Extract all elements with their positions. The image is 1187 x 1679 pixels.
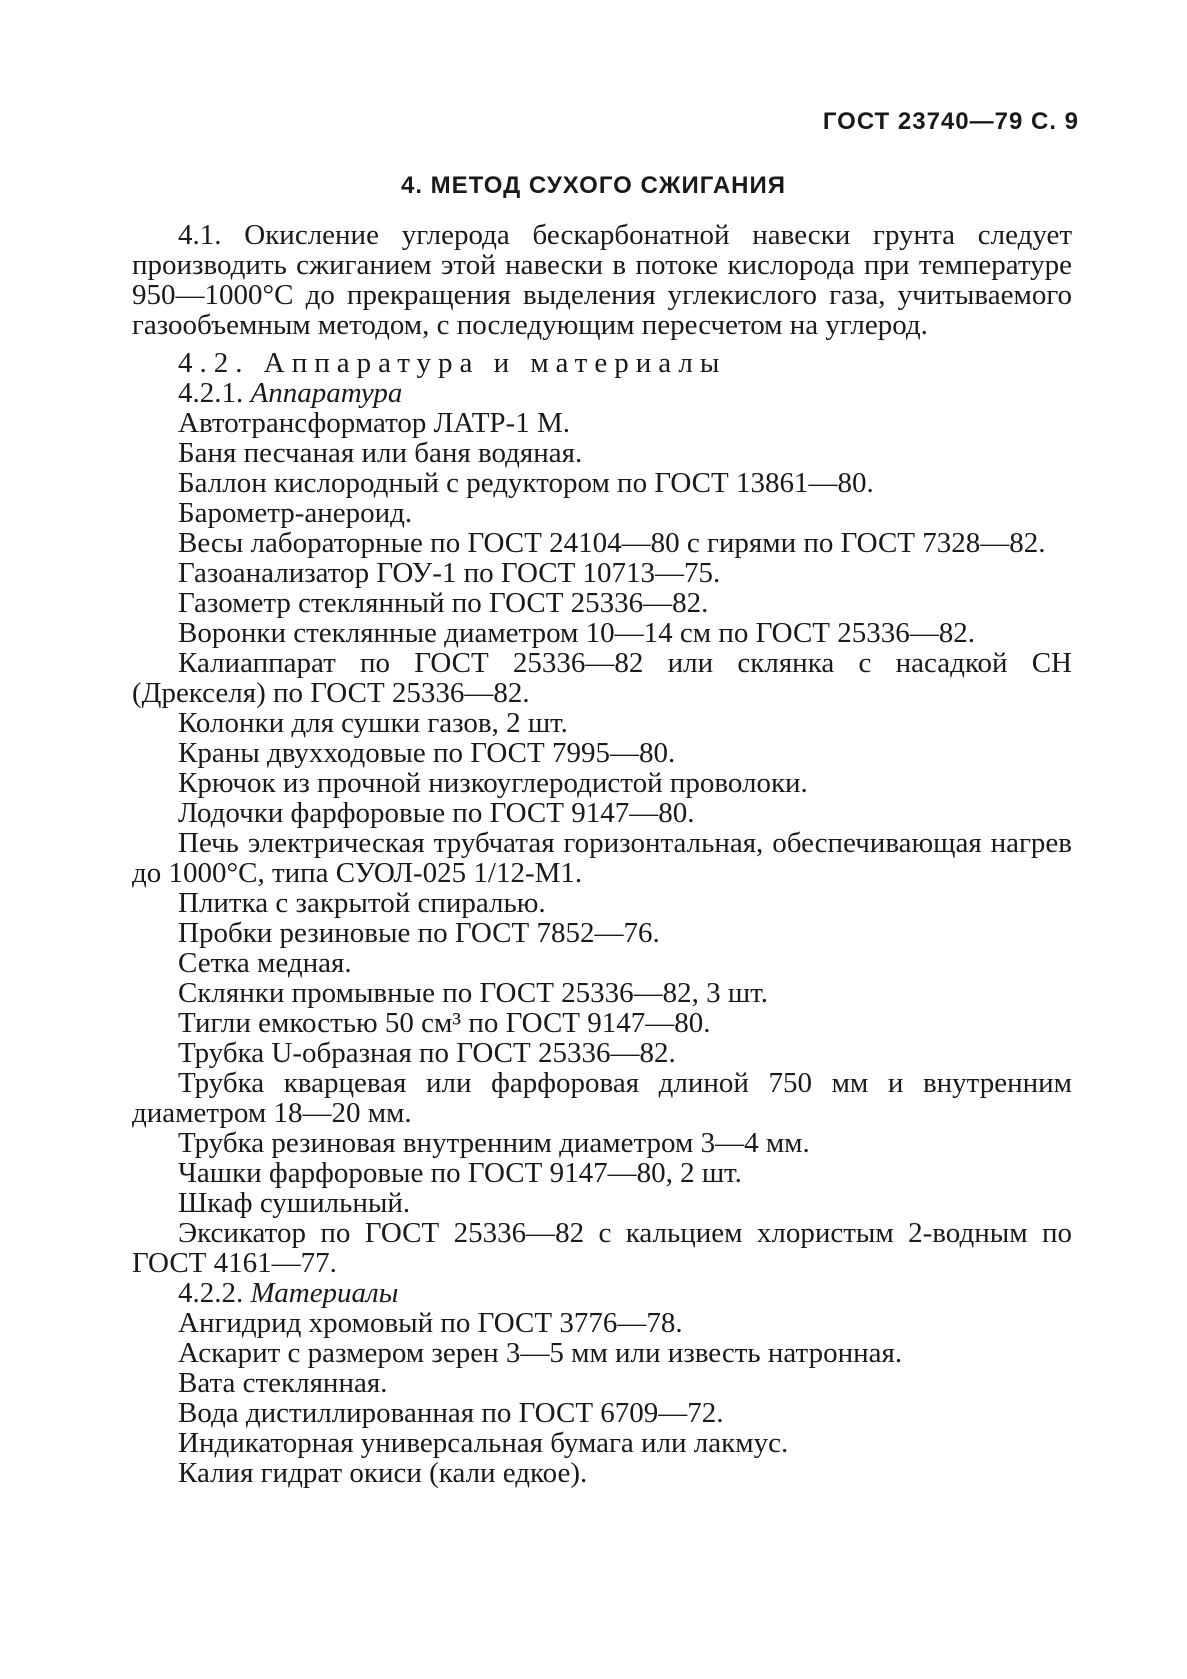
paragraph-4-1: 4.1. Окисление углерода бескарбонатной навески грунта следует производить сжиганием этой навески в потоке кислорода при температуре 950—1000°С до прекращения выделения углекислого газа, учитываемого газообъемным методом, с последующим пересчетом на углерод. xyxy=(132,219,1072,341)
apparatus-item: Автотрансформатор ЛАТР-1 М. xyxy=(178,407,570,439)
apparatus-item: Трубка кварцевая или фарфоровая длиной 750 мм и внутренним диаметром 18—20 мм. xyxy=(132,1067,1072,1129)
section-title: 4. МЕТОД СУХОГО СЖИГАНИЯ xyxy=(400,172,787,199)
apparatus-item: Пробки резиновые по ГОСТ 7852—76. xyxy=(178,917,660,949)
heading-4-2-1 xyxy=(132,378,1072,408)
heading-4-2-1-title: Аппаратура xyxy=(250,377,403,409)
apparatus-item: Лодочки фарфоровые по ГОСТ 9147—80. xyxy=(178,797,695,829)
apparatus-item: Краны двухходовые по ГОСТ 7995—80. xyxy=(178,737,676,769)
apparatus-item: Газоанализатор ГОУ-1 по ГОСТ 10713—75. xyxy=(178,557,721,589)
apparatus-item: Трубка резиновая внутренним диаметром 3—4 мм. xyxy=(178,1127,810,1159)
apparatus-item: Весы лабораторные по ГОСТ 24104—80 с гирями по ГОСТ 7328—82. xyxy=(178,527,1046,559)
apparatus-item: Печь электрическая трубчатая горизонтальная, обеспечивающая нагрев до 1000°С, типа СУОЛ-025 1/12-М1. xyxy=(132,827,1072,889)
heading-4-2-2-title: Материалы xyxy=(250,1277,399,1309)
materials-item: Индикаторная универсальная бумага или лакмус. xyxy=(178,1427,789,1459)
heading-4-2-2 xyxy=(132,1278,1072,1308)
apparatus-item: Крючок из прочной низкоуглеродистой проволоки. xyxy=(178,767,808,799)
body-text xyxy=(132,220,1072,1488)
apparatus-item: Тигли емкостью 50 см³ по ГОСТ 9147—80. xyxy=(178,1007,711,1039)
materials-item: Калия гидрат окиси (кали едкое). xyxy=(178,1457,588,1489)
heading-4-2-2-number: 4.2.2. xyxy=(178,1277,244,1309)
materials-item: Вода дистиллированная по ГОСТ 6709—72. xyxy=(178,1397,724,1429)
apparatus-item: Сетка медная. xyxy=(178,947,352,979)
apparatus-item: Колонки для сушки газов, 2 шт. xyxy=(178,707,568,739)
apparatus-item: Баллон кислородный с редуктором по ГОСТ 13861—80. xyxy=(178,467,874,499)
apparatus-item: Шкаф сушильный. xyxy=(178,1187,411,1219)
apparatus-item: Трубка U-образная по ГОСТ 25336—82. xyxy=(178,1037,676,1069)
apparatus-item: Газометр стеклянный по ГОСТ 25336—82. xyxy=(178,587,709,619)
apparatus-item: Барометр-анероид. xyxy=(178,497,413,529)
materials-item: Аскарит с размером зерен 3—5 мм или известь натронная. xyxy=(178,1337,903,1369)
materials-item: Вата стеклянная. xyxy=(178,1367,388,1399)
apparatus-item: Воронки стеклянные диаметром 10—14 см по ГОСТ 25336—82. xyxy=(178,617,976,649)
apparatus-item: Баня песчаная или баня водяная. xyxy=(178,437,583,469)
heading-4-2: 4.2. Аппаратура и материалы xyxy=(178,347,727,379)
heading-4-2-1-number: 4.2.1. xyxy=(178,377,244,409)
materials-item: Ангидрид хромовый по ГОСТ 3776—78. xyxy=(178,1307,683,1339)
apparatus-item: Плитка с закрытой спиралью. xyxy=(178,887,546,919)
apparatus-item: Калиаппарат по ГОСТ 25336—82 или склянка с насадкой СН (Дрекселя) по ГОСТ 25336—82. xyxy=(132,647,1072,709)
apparatus-item: Эксикатор по ГОСТ 25336—82 с кальцием хлористым 2-водным по ГОСТ 4161—77. xyxy=(132,1217,1072,1279)
apparatus-item: Склянки промывные по ГОСТ 25336—82, 3 шт. xyxy=(178,977,768,1009)
apparatus-item: Чашки фарфоровые по ГОСТ 9147—80, 2 шт. xyxy=(178,1157,742,1189)
page-header: ГОСТ 23740—79 С. 9 xyxy=(822,108,1079,135)
